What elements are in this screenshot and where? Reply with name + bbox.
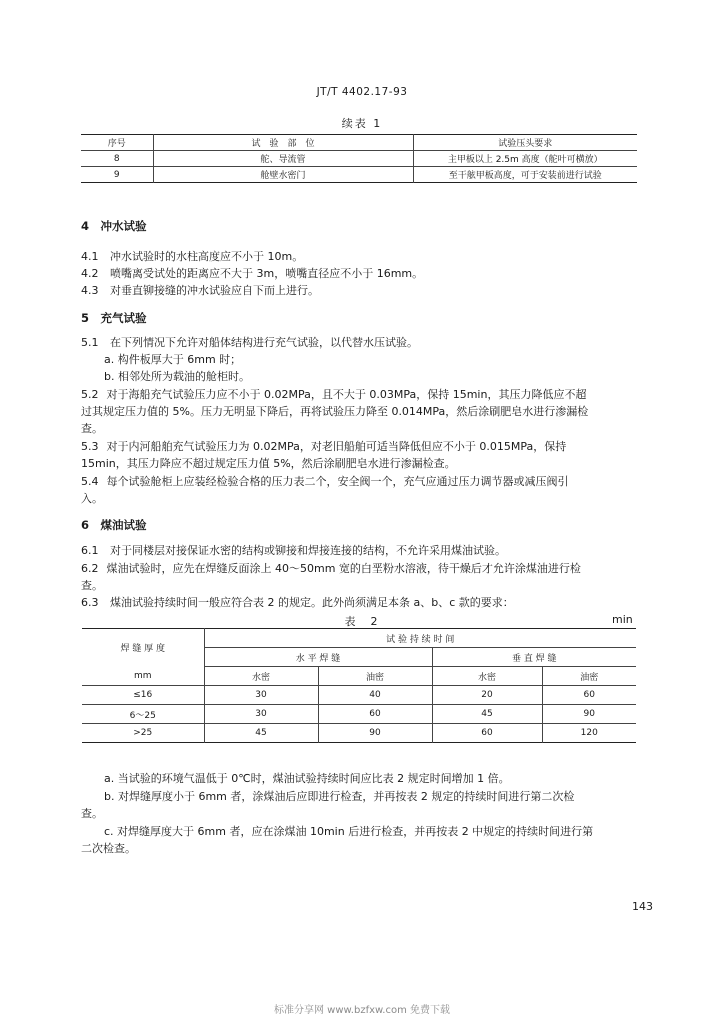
clause-5-1-b: b. 相邻处所为载油的舱柜时。 <box>104 370 250 383</box>
table-cell: 8 <box>81 151 153 167</box>
clause-number: 4.2 <box>81 267 99 280</box>
clause-5-4 <box>81 473 651 507</box>
clause-text: 对垂直铆接缝的冲水试验应自下而上进行。 <box>110 284 319 297</box>
table1-header-row <box>81 135 637 151</box>
table-cell: 60 <box>542 686 636 705</box>
clause-number: 5.3 <box>81 440 99 453</box>
note-c <box>81 823 651 857</box>
table-cell: 40 <box>318 686 432 705</box>
clause-text-line: 查。 <box>81 422 103 435</box>
clause-text: 对于同楼层对接保证水密的结构或铆接和焊接连接的结构，不允许采用煤油试验。 <box>110 544 506 557</box>
table2-head-thickness: 焊 缝 厚 度 <box>120 644 166 655</box>
table-row <box>82 705 636 724</box>
clause-text-line: 对于海船充气试验压力应不小于 0.02MPa，且不大于 0.03MPa，保持 15min，其压力降低应不超 <box>106 388 587 401</box>
table-cell: 60 <box>318 705 432 724</box>
table-cell: ≤16 <box>82 686 204 705</box>
clause-number: 6.2 <box>81 562 99 575</box>
clause-text: 喷嘴离受试处的距离应不大于 3m，喷嘴直径应不小于 16mm。 <box>110 267 424 280</box>
clause-6-1 <box>81 542 506 559</box>
table-cell: 30 <box>204 686 318 705</box>
table1 <box>81 134 637 183</box>
table-row <box>82 724 636 743</box>
table1-header-cell: 试 验 部 位 <box>153 135 413 151</box>
table-row <box>81 167 637 183</box>
clause-text-line: 对于内河船舶充气试验压力为 0.02MPa，对老旧船舶可适当降低但应不小于 0.015MPa，保持 <box>106 440 567 453</box>
table2-subheader: 水密 <box>432 667 542 686</box>
clause-text-line: 过其规定压力值的 5%。压力无明显下降后，再将试验压力降至 0.014MPa，然后涂刷肥皂水进行渗漏检 <box>81 405 589 418</box>
note-b <box>81 788 651 822</box>
table2-caption: 表 2 <box>344 615 380 628</box>
clause-4-3 <box>81 282 319 299</box>
note-line: 二次检查。 <box>81 842 136 855</box>
clause-6-2 <box>81 560 651 594</box>
clause-text: 煤油试验持续时间一般应符合表 2 的规定。此外尚须满足本条 a、b、c 款的要求： <box>110 596 514 609</box>
table-cell: 45 <box>204 724 318 743</box>
table-cell: 45 <box>432 705 542 724</box>
clause-text-line: 煤油试验时，应先在焊缝反面涂上 40～50mm 宽的白垩粉水溶液，待干燥后才允许涂煤油进行检 <box>106 562 581 575</box>
table2-head-horizontal: 水 平 焊 缝 <box>204 648 432 667</box>
clause-number: 5.1 <box>81 336 99 349</box>
section-6-title: 6 煤油试验 <box>81 518 147 532</box>
table2-subheader: 油密 <box>318 667 432 686</box>
table2-head-duration: 试 验 持 续 时 间 <box>204 629 636 648</box>
clause-number: 6.3 <box>81 596 99 609</box>
clause-5-2 <box>81 386 651 437</box>
clause-text: 冲水试验时的水柱高度应不小于 10m。 <box>110 250 304 263</box>
clause-4-1 <box>81 248 303 265</box>
table-row <box>81 151 637 167</box>
table2-subheader: 水密 <box>204 667 318 686</box>
note-line: c. 对焊缝厚度大于 6mm 者，应在涂煤油 10min 后进行检查，并再按表 2 中规定的持续时间进行第 <box>104 825 594 838</box>
clause-6-3 <box>81 594 514 611</box>
clause-text-line: 入。 <box>81 492 103 505</box>
note-line: b. 对焊缝厚度小于 6mm 者，涂煤油后应即进行检查，并再按表 2 规定的持续时间进行第二次检 <box>104 790 575 803</box>
table-cell: 120 <box>542 724 636 743</box>
document-code-header: JT/T 4402.17-93 <box>316 86 408 98</box>
clause-5-3 <box>81 438 651 472</box>
table2-head-unit: mm <box>82 667 204 686</box>
table1-header-cell: 序号 <box>81 135 153 151</box>
section-5-title: 5 充气试验 <box>81 311 147 325</box>
clause-number: 5.4 <box>81 475 99 488</box>
table2-head-vertical: 垂 直 焊 缝 <box>432 648 636 667</box>
table2-header-row <box>82 667 636 686</box>
clause-text-line: 15min，其压力降应不超过规定压力值 5%，然后涂刷肥皂水进行渗漏检查。 <box>81 457 456 470</box>
note-line: 查。 <box>81 807 103 820</box>
table-cell: 90 <box>542 705 636 724</box>
clause-number: 6.1 <box>81 544 99 557</box>
table2-header-row <box>82 629 636 648</box>
table-cell: 9 <box>113 169 120 180</box>
table1-header-cell: 试验压头要求 <box>413 135 637 151</box>
table-cell: 至干舷甲板高度，可于安装前进行试验 <box>413 167 637 183</box>
table-cell: 主甲板以上 2.5m 高度（舵叶可横放） <box>413 151 637 167</box>
table2-subheader: 油密 <box>542 667 636 686</box>
table-cell: 60 <box>432 724 542 743</box>
note-a: a. 当试验的环境气温低于 0℃时，煤油试验持续时间应比表 2 规定时间增加 1 倍。 <box>104 772 510 785</box>
clause-text-line: 每个试验舱柜上应装经检验合格的压力表二个，安全阀一个，充气应通过压力调节器或减压阀引 <box>106 475 569 488</box>
table-cell: >25 <box>133 728 153 738</box>
table2-unit: min <box>612 613 633 626</box>
clause-number: 5.2 <box>81 388 99 401</box>
clause-5-1 <box>81 334 418 351</box>
table-cell: 6～25 <box>82 705 204 724</box>
page-number: 143 <box>632 900 653 913</box>
clause-number: 4.1 <box>81 250 99 263</box>
clause-text-line: 查。 <box>81 579 103 592</box>
clause-text: 在下列情况下允许对船体结构进行充气试验，以代替水压试验。 <box>110 336 418 349</box>
table-cell: 舵、导流管 <box>153 151 413 167</box>
table2 <box>82 628 636 743</box>
section-4-title: 4 冲水试验 <box>81 219 147 233</box>
table-cell: 20 <box>432 686 542 705</box>
clause-4-2 <box>81 265 423 282</box>
clause-number: 4.3 <box>81 284 99 297</box>
table-cell: 30 <box>204 705 318 724</box>
table1-caption: 续表 1 <box>341 117 383 130</box>
table-row <box>82 686 636 705</box>
table-cell: 舱壁水密门 <box>153 167 413 183</box>
table-cell: 90 <box>318 724 432 743</box>
clause-5-1-a: a. 构件板厚大于 6mm 时； <box>104 353 242 366</box>
footer-watermark: 标准分享网 www.bzfxw.com 免费下载 <box>274 1005 450 1016</box>
